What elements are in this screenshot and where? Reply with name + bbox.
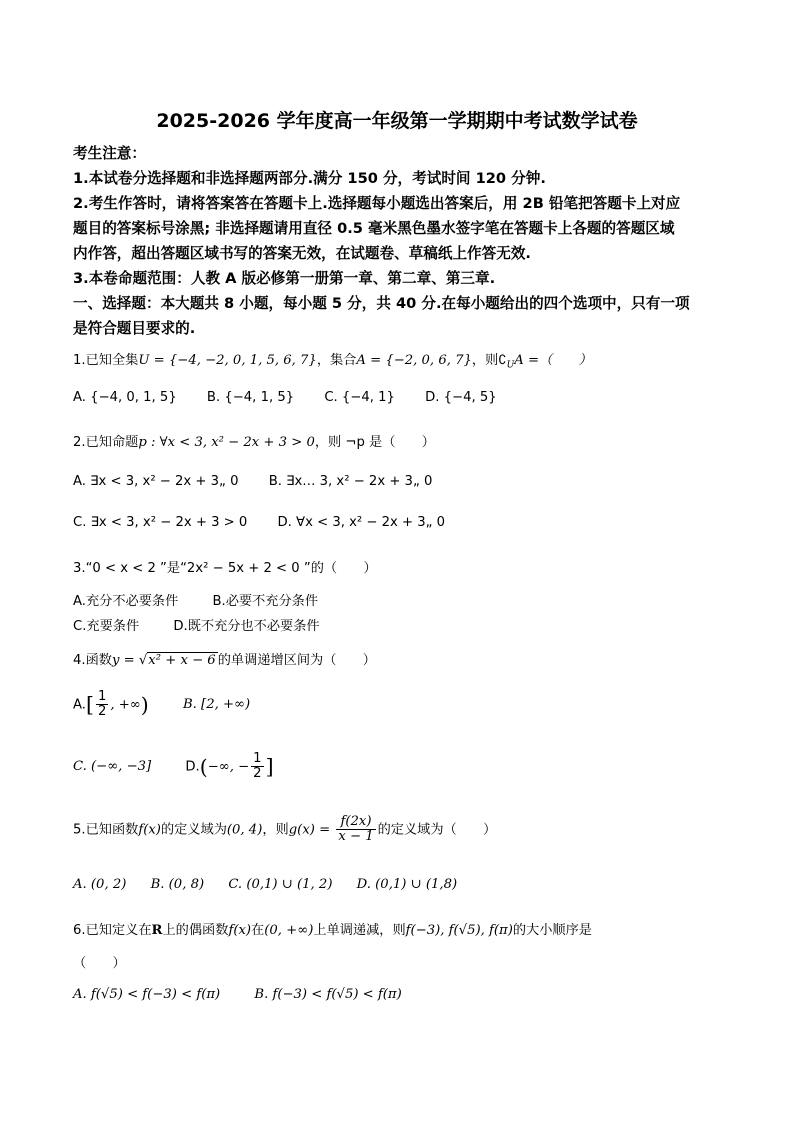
question-1-options (73, 390, 523, 405)
question-3-options-row-2 (73, 615, 346, 634)
question-6-option-a[interactable]: A. f(√5) < f(−3) < f(π) (73, 987, 221, 1002)
question-2-stem: 2.已知命题p : ∀x < 3, x² − 2x + 3 > 0，则 ¬p 是（ ） (73, 435, 435, 450)
question-3-option-c[interactable]: C.充要条件 (73, 619, 140, 634)
exam-title: 2025-2026 学年度高一年级第一学期期中考试数学试卷 (156, 110, 638, 132)
notice-item-2-line-3: 内作答，超出答题区域书写的答案无效，在试题卷、草稿纸上作答无效. (73, 245, 531, 262)
question-4-option-d[interactable]: D.(−∞, − $\frac{1}{2}$ ] (185, 751, 274, 781)
question-3-option-a[interactable]: A.充分不必要条件 (73, 594, 179, 609)
question-2-option-a[interactable]: A. ∃x < 3, x² − 2x + 3„ 0 (73, 474, 239, 489)
question-5-options (73, 877, 483, 892)
section-1-intro-line-1: 一、选择题：本大题共 8 小题，每小题 5 分，共 40 分.在每小题给出的四个选项中，只有一项 (73, 295, 690, 312)
question-6-options (73, 987, 428, 1002)
question-2-options-row-1 (73, 474, 458, 489)
notice-item-2-line-1: 2.考生作答时，请将答案答在答题卡上.选择题每小题选出答案后，用 2B 铅笔把答题卡上对应 (73, 195, 681, 212)
question-4-option-b[interactable]: B. [2, +∞) (182, 697, 251, 713)
question-5-stem: 5.已知函数f(x)的定义域为(0, 4)，则g(x) = $\frac{f(2x)}{x - 1}$ 的定义域为（ ） (73, 814, 497, 844)
question-6-answer-paren: （ ） (73, 956, 126, 971)
notice-item-3: 3.本卷命题范围：人教 A 版必修第一册第一章、第二章、第三章. (73, 270, 496, 287)
question-2-option-c[interactable]: C. ∃x < 3, x² − 2x + 3 > 0 (73, 515, 248, 530)
question-2-option-b[interactable]: B. ∃x… 3, x² − 2x + 3„ 0 (268, 474, 433, 489)
notice-heading: 考生注意： (73, 145, 146, 162)
section-1-intro-line-2: 是符合题目要求的. (73, 320, 196, 337)
question-1-option-a[interactable]: A. {−4, 0, 1, 5} (73, 390, 177, 405)
question-5-option-d[interactable]: D. (0,1) ∪ (1,8) (356, 877, 458, 892)
question-4-option-a[interactable]: A.[ $\frac{1}{2}$ , +∞) (73, 689, 149, 719)
question-2-options-row-2 (73, 515, 471, 530)
question-3-stem: 3.“0 < x < 2 ”是“2x² − 5x + 2 < 0 ”的（ ） (73, 561, 377, 576)
question-5-option-a[interactable]: A. (0, 2) (73, 877, 127, 892)
notice-item-1: 1.本试卷分选择题和非选择题两部分.满分 150 分，考试时间 120 分钟. (73, 170, 546, 187)
question-4-options-row-1 (73, 690, 276, 719)
question-3-option-d[interactable]: D.既不充分也不必要条件 (173, 619, 320, 634)
question-6-option-b[interactable]: B. f(−3) < f(√5) < f(π) (254, 987, 402, 1002)
question-3-option-b[interactable]: B.必要不充分条件 (212, 594, 319, 609)
notice-item-2-line-2: 题目的答案标号涂黑; 非选择题请用直径 0.5 毫米黑色墨水签字笔在答题卡上各题的答题区域 (73, 220, 675, 237)
question-1-option-b[interactable]: B. {−4, 1, 5} (206, 390, 295, 405)
question-4-stem: 4.函数y = √x² + x − 6 的单调递增区间为（ ） (73, 653, 376, 668)
question-1-option-d[interactable]: D. {−4, 5} (425, 390, 497, 405)
question-1-option-c[interactable]: C. {−4, 1} (324, 390, 395, 405)
question-5-option-b[interactable]: B. (0, 8) (150, 877, 205, 892)
question-4-radicand: x² + x − 6 (148, 653, 216, 668)
question-3-options-row-1 (73, 590, 344, 609)
question-5-option-c[interactable]: C. (0,1) ∪ (1, 2) (228, 877, 333, 892)
sqrt-symbol: √ (138, 653, 148, 668)
question-4-option-c[interactable]: C. (−∞, −3] (73, 759, 152, 775)
question-2-option-d[interactable]: D. ∀x < 3, x² − 2x + 3„ 0 (277, 515, 446, 530)
question-6-stem: 6.已知定义在R上的偶函数f(x)在(0, +∞)上单调递减，则f(−3), f(√5), f(π)的大小顺序是 (73, 923, 592, 938)
question-1-stem: 1.已知全集U = {−4, −2, 0, 1, 5, 6, 7}，集合A = {−2, 0, 6, 7}，则$∁_UA$ =（ ） (73, 353, 592, 371)
question-4-options-row-2 (73, 752, 300, 781)
